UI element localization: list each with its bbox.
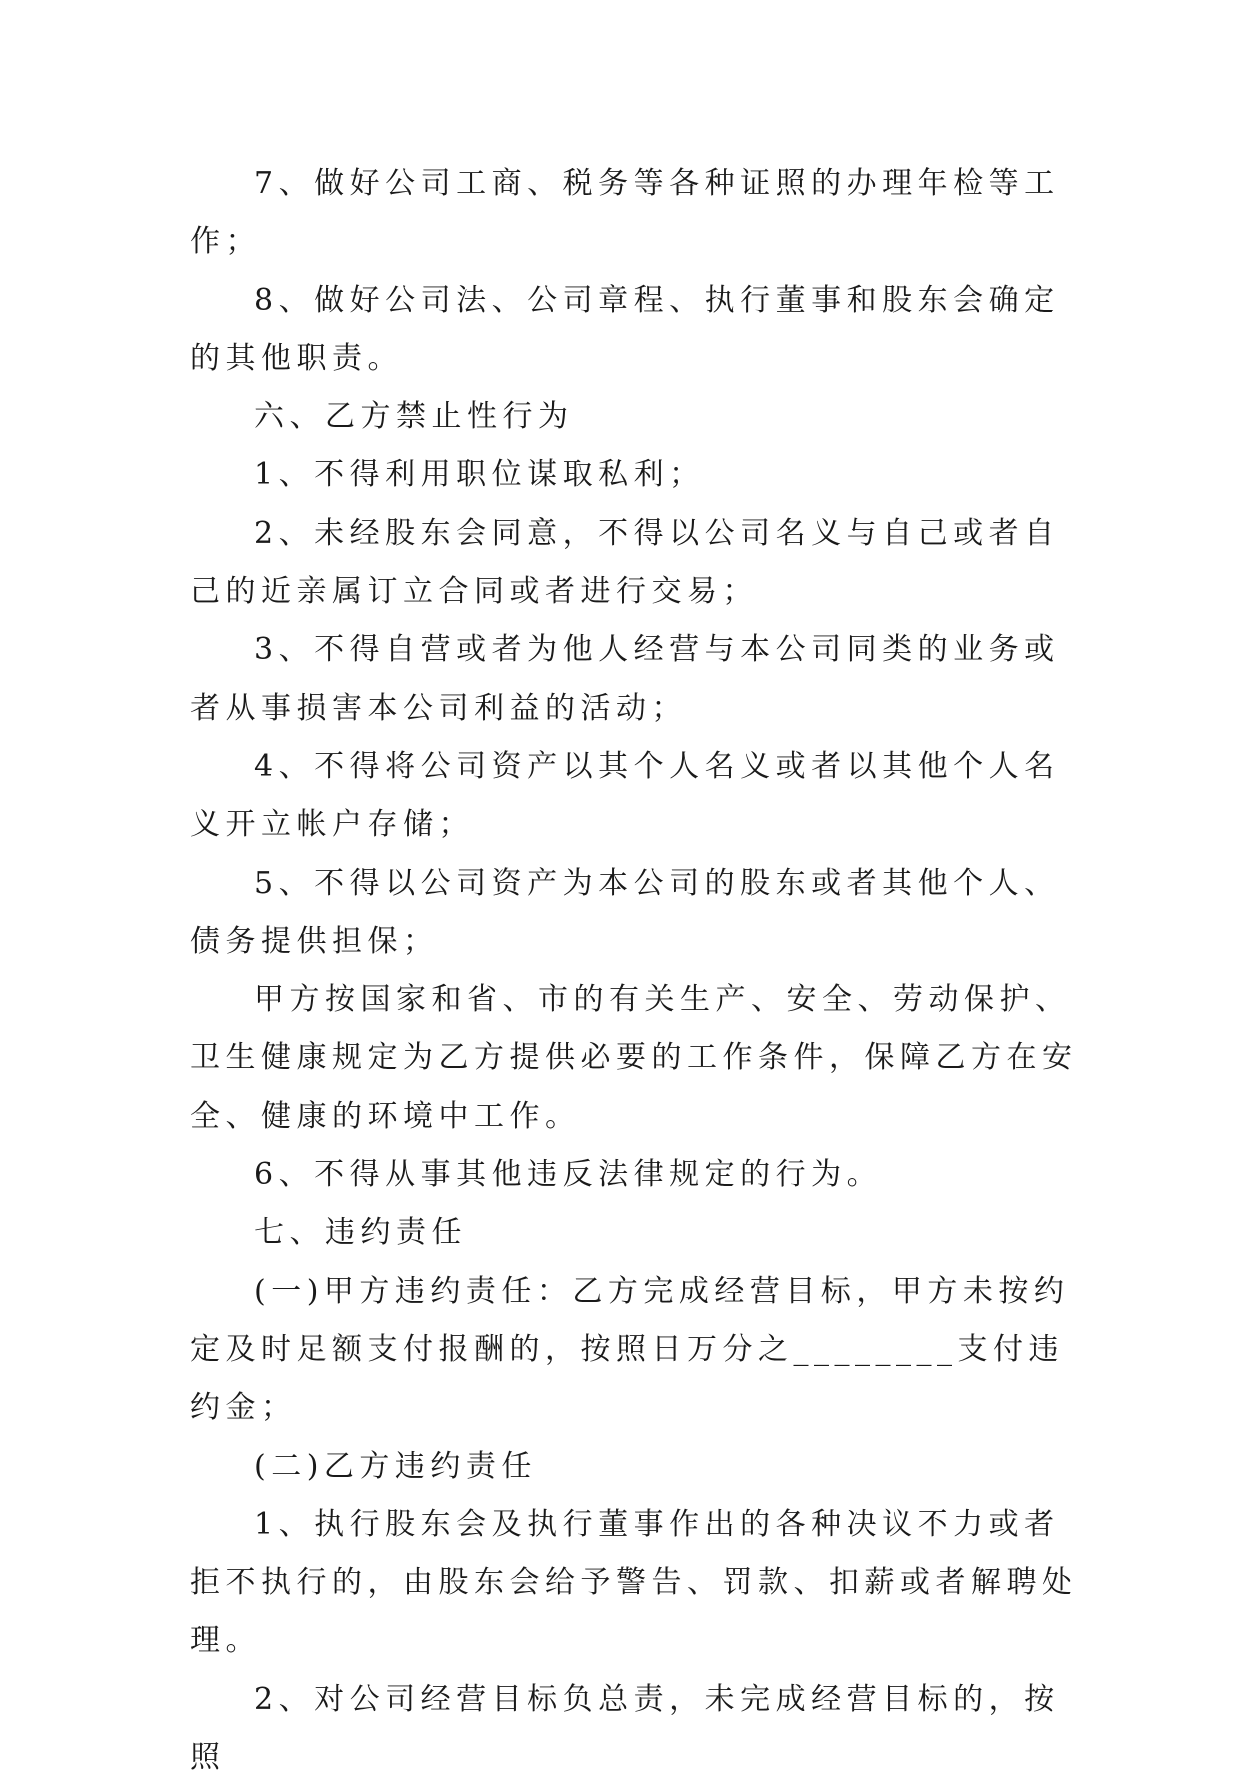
prohibition-item-2: 2、未经股东会同意，不得以公司名义与自己或者自己的近亲属订立合同或者进行交易； [190, 515, 1060, 610]
party-a-liability: (一)甲方违约责任：乙方完成经营目标，甲方未按约定及时足额支付报酬的，按照日万分之________支付违约金； [190, 1273, 1070, 1426]
party-b-liability-heading: (二)乙方违约责任 [254, 1448, 537, 1484]
section-heading-prohibited-conduct: 六、乙方禁止性行为 [254, 399, 574, 435]
working-conditions-paragraph: 甲方按国家和省、市的有关生产、安全、劳动保护、卫生健康规定为乙方提供必要的工作条件，保障乙方在安全、健康的环境中工作。 [190, 982, 1078, 1134]
party-b-liability-item-2: 2、对公司经营目标负总责，未完成经营目标的，按照 [190, 1681, 1060, 1776]
prohibition-item-6: 6、不得从事其他违反法律规定的行为。 [254, 1157, 883, 1193]
paragraph-item-8: 8、做好公司法、公司章程、执行董事和股东会确定的其他职责。 [190, 282, 1060, 376]
section-heading-liability: 七、违约责任 [254, 1215, 467, 1251]
document-body [190, 155, 1080, 1787]
paragraph-item-7: 7、做好公司工商、税务等各种证照的办理年检等工作； [190, 166, 1060, 260]
prohibition-item-5: 5、不得以公司资产为本公司的股东或者其他个人、债务提供担保； [190, 865, 1060, 959]
prohibition-item-3: 3、不得自营或者为他人经营与本公司同类的业务或者从事损害本公司利益的活动； [190, 632, 1060, 726]
party-b-liability-item-1: 1、执行股东会及执行董事作出的各种决议不力或者拒不执行的，由股东会给予警告、罚款、扣薪或者解聘处理。 [190, 1506, 1078, 1659]
prohibition-item-1: 1、不得利用职位谋取私利； [254, 457, 705, 493]
prohibition-item-4: 4、不得将公司资产以其个人名义或者以其他个人名义开立帐户存储； [190, 748, 1060, 843]
